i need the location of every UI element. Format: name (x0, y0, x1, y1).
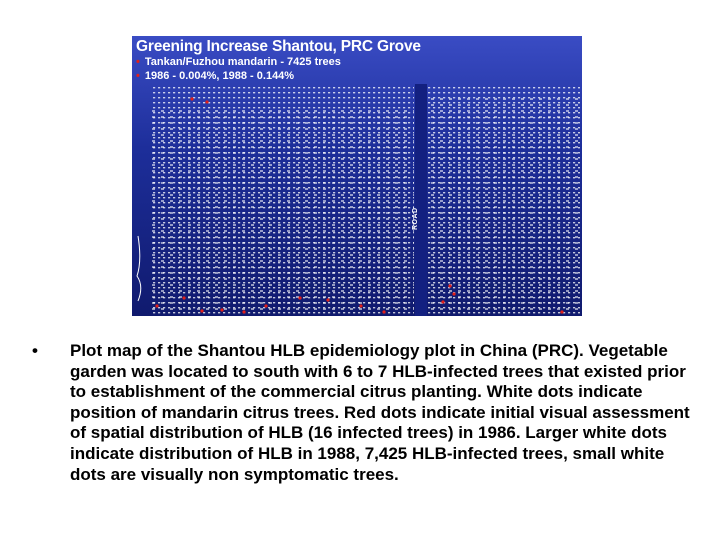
infected-tree-marker (382, 310, 385, 313)
image-subtitle-incidence (136, 70, 294, 82)
infected-tree-marker (155, 304, 158, 307)
image-title: Greening Increase Shantou, PRC Grove (136, 38, 421, 55)
left-block-large-dots (152, 106, 414, 314)
infected-tree-marker (448, 284, 451, 287)
caption-text: Plot map of the Shantou HLB epidemiology plot in China (PRC). Vegetable garden was located to south with 6 to 7 HLB-infected trees that existed prior to establishment of the commercial citrus planting. White dots indicate position of mandarin citrus trees. Red dots indicate initial visual assessment of spatial distribution of HLB (16 infected trees) in 1986. Larger white dots indicate distribution of HLB in 1988, 7,425 HLB-infected trees, small white dots are visually non symptomatic trees. (70, 341, 690, 484)
infected-tree-marker (220, 308, 223, 311)
infected-tree-marker (298, 296, 301, 299)
infected-tree-marker (190, 97, 193, 100)
infected-tree-marker (200, 309, 203, 312)
road (415, 84, 427, 316)
infected-tree-marker (264, 304, 267, 307)
infected-tree-marker (326, 298, 329, 301)
grove-plot-map-image (132, 36, 582, 316)
infected-tree-marker (182, 296, 185, 299)
bullet-icon: • (32, 341, 38, 360)
infected-tree-marker (560, 310, 563, 313)
infected-tree-marker (205, 100, 208, 103)
infected-tree-marker (242, 310, 245, 313)
red-bullet-icon: • (136, 70, 140, 82)
image-subtitle-incidence-text: 1986 - 0.004%, 1988 - 0.144% (144, 70, 295, 82)
road-label: ROAD (412, 207, 419, 230)
caption (32, 341, 692, 485)
right-block-large-dots (428, 96, 580, 314)
red-bullet-icon: • (136, 56, 140, 68)
infected-tree-marker (359, 304, 362, 307)
infected-tree-marker (441, 300, 444, 303)
infected-tree-marker (452, 292, 455, 295)
image-subtitle-trees (136, 56, 341, 68)
vegetable-garden-outline (137, 236, 141, 301)
image-subtitle-trees-text: Tankan/Fuzhou mandarin - 7425 trees (144, 56, 341, 68)
